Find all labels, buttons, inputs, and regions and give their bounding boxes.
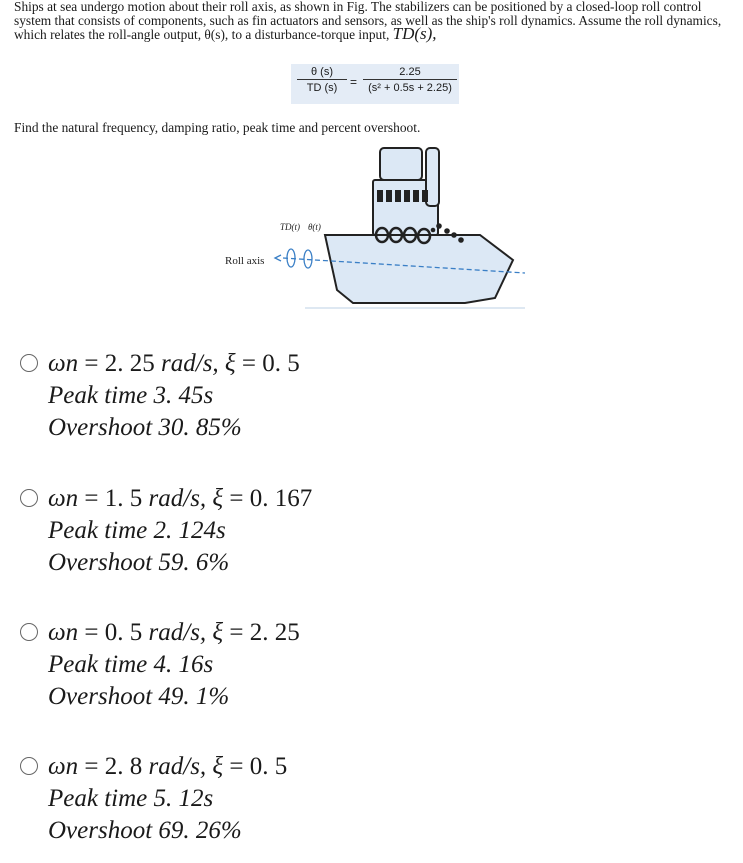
radio-button[interactable]: [20, 757, 38, 775]
ship-hull: [325, 235, 513, 303]
roll-axis-label: Roll axis: [225, 255, 265, 267]
tf-lhs-denominator: TD (s): [306, 82, 338, 94]
ship-upper-cabin: [380, 148, 422, 180]
option-overshoot: Overshoot 30. 85%: [48, 414, 242, 441]
ship-illustration: [225, 140, 525, 312]
radio-button[interactable]: [20, 489, 38, 507]
option-overshoot: Overshoot 69. 26%: [48, 817, 242, 844]
tf-lhs-numerator: θ (s): [297, 66, 347, 80]
option-line-frequency: ωn = 2. 8 rad/s, ξ = 0. 5: [48, 753, 288, 780]
find-instruction: Find the natural frequency, damping ratio, peak time and percent overshoot.: [14, 120, 421, 135]
option-peak-time: Peak time 4. 16s: [48, 651, 214, 678]
tf-equals: =: [350, 75, 358, 89]
radio-button[interactable]: [20, 354, 38, 372]
radio-button[interactable]: [20, 623, 38, 641]
option-line-frequency: ωn = 2. 25 rad/s, ξ = 0. 5: [48, 350, 300, 377]
option-peak-time: Peak time 2. 124s: [48, 517, 226, 544]
theta-label: θ(t): [308, 222, 321, 232]
tf-lhs: [297, 66, 347, 94]
option-overshoot: Overshoot 59. 6%: [48, 549, 230, 576]
option-line-frequency: ωn = 1. 5 rad/s, ξ = 0. 167: [48, 485, 313, 512]
question-paragraph: [14, 0, 740, 42]
option-peak-time: Peak time 5. 12s: [48, 785, 214, 812]
td-label: TD(t): [280, 222, 300, 232]
tf-rhs-numerator: 2.25: [363, 66, 457, 80]
tf-rhs-denominator: (s² + 0.5s + 2.25): [368, 82, 452, 94]
transfer-function: [291, 64, 459, 104]
question-text: [14, 0, 740, 42]
td-symbol: TD(s),: [392, 24, 437, 43]
question-body: Ships at sea undergo motion about their roll axis, as shown in Fig. The stabilizers can be positioned by a closed-loop roll control system that consists of components, such as fin actuators and sensors, as well as the ship's roll dynamics. Assume the roll dynamics, which relates the roll-angle output, θ(s), to a disturbance-torque input,: [14, 0, 722, 42]
tf-rhs: [363, 66, 457, 94]
ship-figure: [225, 140, 525, 312]
option-line-frequency: ωn = 0. 5 rad/s, ξ = 2. 25: [48, 619, 300, 646]
option-overshoot: Overshoot 49. 1%: [48, 683, 230, 710]
option-peak-time: Peak time 3. 45s: [48, 382, 214, 409]
